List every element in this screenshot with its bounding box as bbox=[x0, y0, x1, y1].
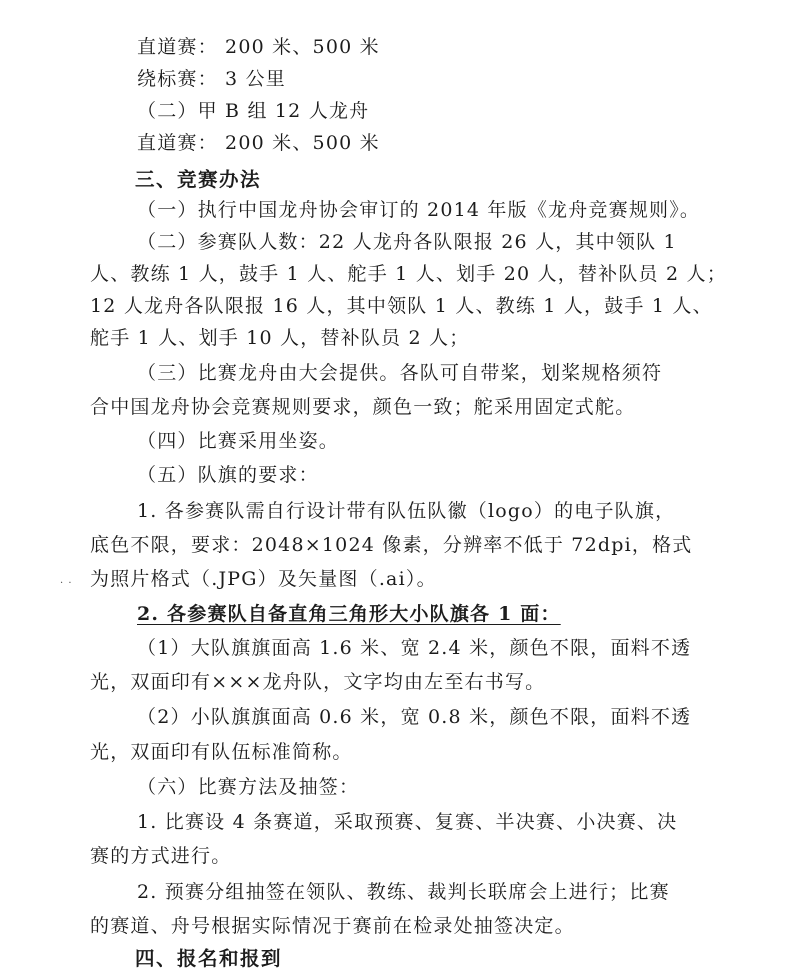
text-line: （一）执行中国龙舟协会审订的 2014 年版《龙舟竞赛规则》。 bbox=[137, 199, 701, 221]
text-line: 绕标赛： 3 公里 bbox=[137, 68, 286, 90]
margin-mark: · · bbox=[60, 578, 73, 589]
section-heading: 三、竞赛办法 bbox=[135, 168, 262, 191]
text-line: （四）比赛采用坐姿。 bbox=[137, 430, 340, 452]
text-line: （二）甲 B 组 12 人龙舟 bbox=[137, 100, 370, 122]
text-line: （二）参赛队人数：22 人龙舟各队限报 26 人，其中领队 1 bbox=[137, 231, 677, 253]
text-line: 1. 比赛设 4 条赛道，采取预赛、复赛、半决赛、小决赛、决 bbox=[137, 811, 678, 833]
text-line: （2）小队旗旗面高 0.6 米，宽 0.8 米，颜色不限，面料不透 bbox=[137, 706, 692, 728]
text-line: （六）比赛方法及抽签： bbox=[137, 776, 360, 798]
section-heading: 四、报名和报到 bbox=[135, 947, 283, 970]
text-line: 直道赛： 200 米、500 米 bbox=[137, 36, 380, 58]
text-line: 光，双面印有×××龙舟队，文字均由左至右书写。 bbox=[90, 671, 546, 693]
text-line: （三）比赛龙舟由大会提供。各队可自带桨，划桨规格须符 bbox=[137, 362, 663, 384]
text-line: 人、教练 1 人，鼓手 1 人、舵手 1 人、划手 20 人，替补队员 2 人； bbox=[90, 263, 727, 285]
text-line: 为照片格式（.JPG）及矢量图（.ai）。 bbox=[90, 568, 437, 590]
text-line: 2. 预赛分组抽签在领队、教练、裁判长联席会上进行；比赛 bbox=[137, 881, 670, 903]
text-line: 光，双面印有队伍标准简称。 bbox=[90, 741, 353, 763]
text-line: 舵手 1 人、划手 10 人，替补队员 2 人； bbox=[90, 327, 470, 349]
text-line: 底色不限，要求：2048×1024 像素，分辨率不低于 72dpi，格式 bbox=[90, 534, 693, 556]
text-line: 合中国龙舟协会竞赛规则要求，颜色一致；舵采用固定式舵。 bbox=[90, 396, 636, 418]
text-line: （五）队旗的要求： bbox=[137, 464, 319, 486]
text-line: （1）大队旗旗面高 1.6 米、宽 2.4 米，颜色不限，面料不透 bbox=[137, 637, 692, 659]
text-line: 的赛道、舟号根据实际情况于赛前在检录处抽签决定。 bbox=[90, 915, 575, 937]
text-line: 1. 各参赛队需自行设计带有队伍队徽（logo）的电子队旗， bbox=[137, 500, 676, 522]
text-line: 直道赛： 200 米、500 米 bbox=[137, 132, 380, 154]
emphasized-text-line: 2. 各参赛队自备直角三角形大小队旗各 1 面： bbox=[137, 603, 561, 625]
text-line: 12 人龙舟各队限报 16 人，其中领队 1 人、教练 1 人，鼓手 1 人、 bbox=[90, 295, 713, 317]
text-line: 赛的方式进行。 bbox=[90, 845, 232, 867]
